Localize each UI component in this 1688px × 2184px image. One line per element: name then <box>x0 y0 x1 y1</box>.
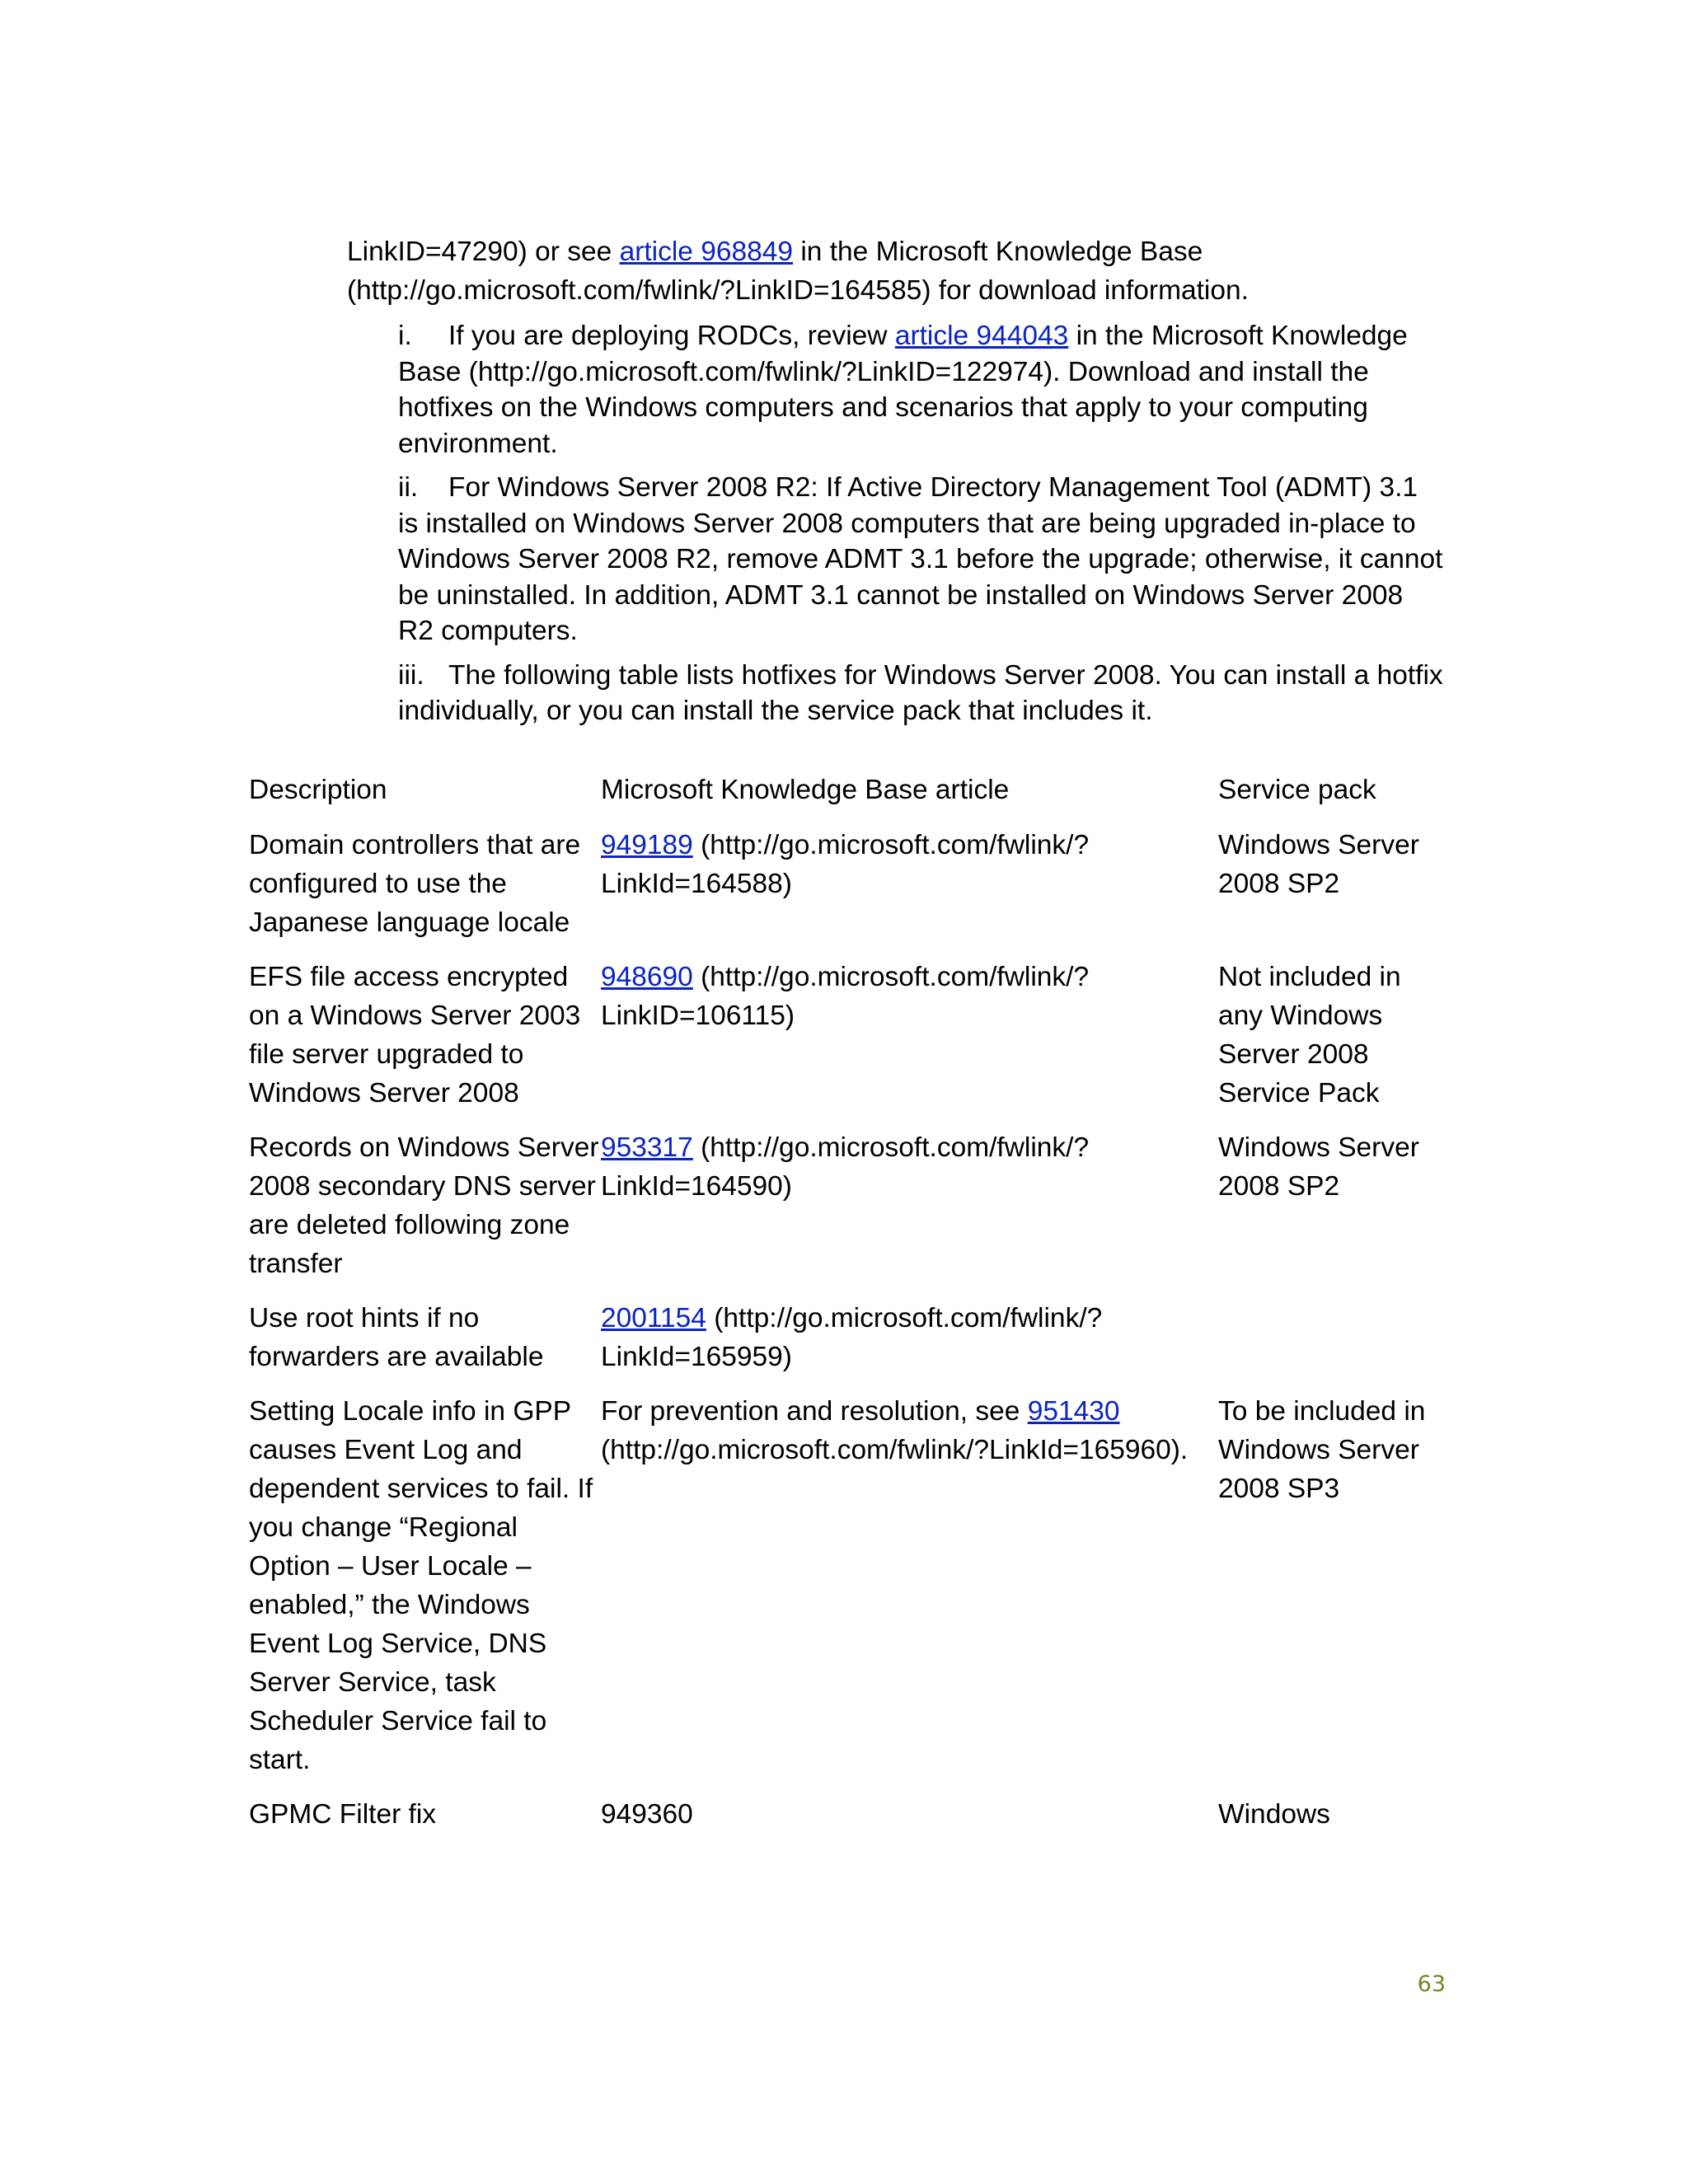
row-description: GPMC Filter fix <box>249 1799 437 1830</box>
header-description: Description <box>249 775 387 805</box>
row-service-pack: Windows <box>1218 1799 1330 1830</box>
row-kb-article: 948690 (http://go.microsoft.com/fwlink/?LinkID=106115) <box>601 962 1090 1031</box>
row-service-pack: Windows Server 2008 SP2 <box>1218 1132 1419 1202</box>
table-header-row <box>249 771 1452 809</box>
table-row <box>249 958 1452 1113</box>
article-968849-link[interactable]: article 968849 <box>619 237 794 267</box>
table-row <box>249 1299 1452 1376</box>
row-kb-article: 949189 (http://go.microsoft.com/fwlink/?LinkId=164588) <box>601 830 1090 899</box>
table-row <box>249 826 1452 942</box>
row-description: Setting Locale info in GPP causes Event Log and dependent services to fail. If you change “Regional Option – User Locale – enabled,” the Windows Event Log Service, DNS Server Service, task Scheduler Service fail to start. <box>249 1396 593 1775</box>
kb-2001154-link[interactable]: 2001154 <box>601 1303 706 1333</box>
table-row <box>249 1128 1452 1283</box>
table-row <box>249 1392 1452 1779</box>
row-service-pack: Windows Server 2008 SP2 <box>1218 830 1419 899</box>
page-number: 63 <box>1417 1971 1446 1997</box>
step-number: i. <box>398 321 412 351</box>
kb-951430-link[interactable]: 951430 <box>1027 1396 1120 1427</box>
article-944043-link[interactable]: article 944043 <box>894 321 1069 351</box>
row-description: EFS file access encrypted on a Windows Server 2003 file server upgraded to Windows Server 2008 <box>249 962 581 1108</box>
intro-line-1: LinkID=47290) or see article 968849 in the Microsoft Knowledge Base <box>347 237 1203 267</box>
kb-949189-link[interactable]: 949189 <box>601 830 693 860</box>
row-kb-article: For prevention and resolution, see 951430 (http://go.microsoft.com/fwlink/?LinkId=165960). <box>601 1396 1189 1465</box>
row-service-pack: To be included in Windows Server 2008 SP3 <box>1218 1396 1426 1504</box>
intro-line-2: (http://go.microsoft.com/fwlink/?LinkID=164585) for download information. <box>347 275 1249 306</box>
step-ii: ii. For Windows Server 2008 R2: If Active Directory Management Tool (ADMT) 3.1 is installed on Windows Server 2008 computers that are being upgraded in-place to Windows Server 2008 R2, remove ADMT 3.1 before the upgrade; otherwise, it cannot be uninstalled. In addition, ADMT 3.1 cannot be installed on Windows Server 2008 R2 computers. <box>398 470 1445 649</box>
step-number: ii. <box>398 472 419 503</box>
step-i: i. If you are deploying RODCs, review article 944043 in the Microsoft Knowledge Base (http://go.microsoft.com/fwlink/?LinkID=122974). Download and install the hotfixes on the Windows computers and scenarios that apply to your computing environment. <box>398 318 1445 462</box>
row-kb-article: 949360 <box>601 1799 693 1830</box>
table-row <box>249 1795 1452 1834</box>
row-kb-article: 2001154 (http://go.microsoft.com/fwlink/?LinkId=165959) <box>601 1303 1103 1372</box>
kb-948690-link[interactable]: 948690 <box>601 962 693 992</box>
row-description: Records on Windows Server 2008 secondary DNS server are deleted following zone transfer <box>249 1132 599 1279</box>
header-kb-article: Microsoft Knowledge Base article <box>601 775 1010 805</box>
steps-list <box>398 318 1445 738</box>
row-kb-article: 953317 (http://go.microsoft.com/fwlink/?LinkId=164590) <box>601 1132 1090 1202</box>
header-service-pack: Service pack <box>1218 775 1376 805</box>
row-description: Domain controllers that are configured to use the Japanese language locale <box>249 830 581 938</box>
step-number: iii. <box>398 659 424 691</box>
step-iii: iii. The following table lists hotfixes for Windows Server 2008. You can install a hotfix individually, or you can install the service pack that includes it. <box>398 658 1445 729</box>
hotfix-table <box>249 771 1452 1849</box>
row-description: Use root hints if no forwarders are available <box>249 1303 544 1372</box>
kb-953317-link[interactable]: 953317 <box>601 1132 693 1163</box>
row-service-pack: Not included in any Windows Server 2008 Service Pack <box>1218 962 1401 1108</box>
intro-paragraph <box>347 232 1443 310</box>
